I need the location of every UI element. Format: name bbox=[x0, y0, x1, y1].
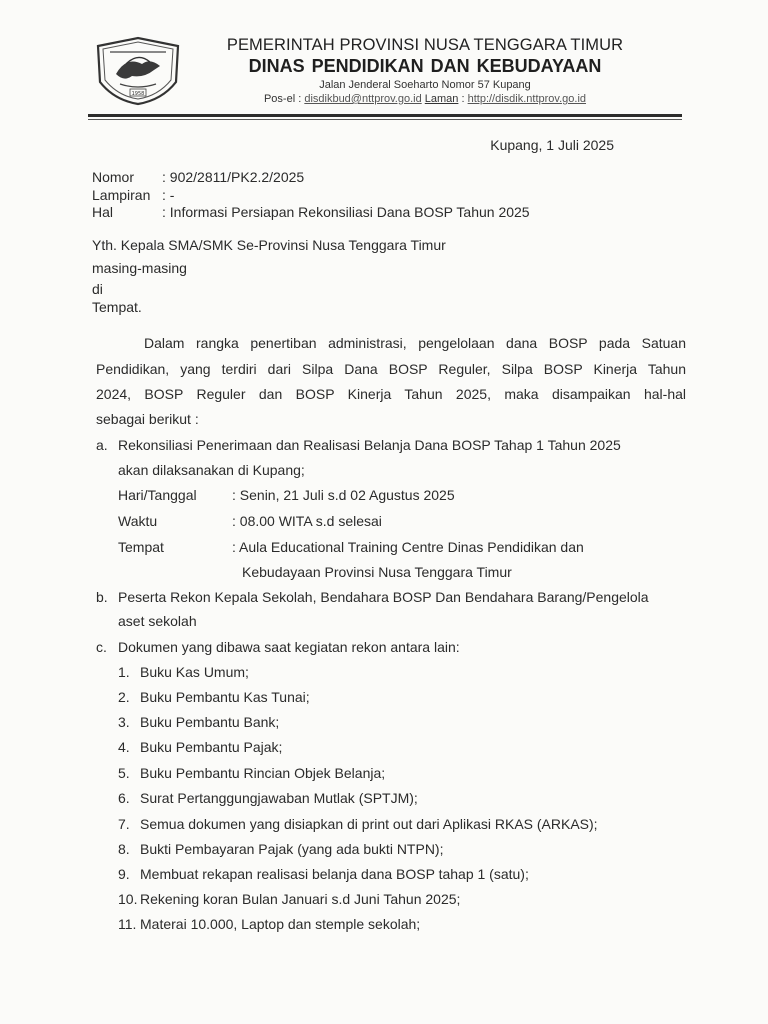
list-item-number: 2. bbox=[118, 689, 130, 705]
list-item-text: Materai 10.000, Laptop dan stemple sekolah; bbox=[140, 916, 421, 932]
intro-line-3: 2024, BOSP Reguler dan BOSP Kinerja Tahun 2025, maka disampaikan hal-hal bbox=[96, 386, 686, 402]
list-item-text: Rekening koran Bulan Januari s.d Juni Tahun 2025; bbox=[140, 891, 461, 907]
item-b-line-1: Peserta Rekon Kepala Sekolah, Bendahara BOSP Dan Bendahara Barang/Pengelola bbox=[118, 589, 649, 605]
item-a-line-1: Rekonsiliasi Penerimaan dan Realisasi Belanja Dana BOSP Tahap 1 Tahun 2025 bbox=[118, 437, 621, 453]
letterhead-government-name: PEMERINTAH PROVINSI NUSA TENGGARA TIMUR bbox=[226, 36, 624, 54]
meta-key-nomor: Nomor bbox=[92, 169, 135, 185]
meta-key-hal: Hal bbox=[92, 204, 114, 220]
email-link[interactable]: disdikbud@nttprov.go.id bbox=[304, 93, 422, 105]
addressee-line-3: di bbox=[92, 281, 103, 297]
detail-value-place: : Aula Educational Training Centre Dinas Pendidikan dan bbox=[232, 539, 584, 555]
detail-value-place-cont: Kebudayaan Provinsi Nusa Tenggara Timur bbox=[242, 564, 512, 580]
detail-key-place: Tempat bbox=[118, 539, 164, 555]
list-item-number: 5. bbox=[118, 765, 130, 781]
addressee-line-4: Tempat. bbox=[92, 299, 142, 315]
item-a-line-2: akan dilaksanakan di Kupang; bbox=[118, 462, 305, 478]
list-item-text: Buku Pembantu Bank; bbox=[140, 714, 280, 730]
meta-value-hal: : Informasi Persiapan Rekonsiliasi Dana BOSP Tahun 2025 bbox=[162, 204, 530, 220]
letterhead-agency-name: DINAS PENDIDIKAN DAN KEBUDAYAAN bbox=[248, 56, 602, 76]
list-item-text: Buku Pembantu Kas Tunai; bbox=[140, 689, 310, 705]
web-link[interactable]: http://disdik.nttprov.go.id bbox=[467, 93, 587, 105]
meta-value-nomor: : 902/2811/PK2.2/2025 bbox=[162, 169, 305, 185]
letterhead-rule-thick bbox=[88, 114, 682, 117]
detail-value-time: : 08.00 WITA s.d selesai bbox=[232, 513, 382, 529]
item-c-line: Dokumen yang dibawa saat kegiatan rekon antara lain: bbox=[118, 639, 460, 655]
addressee-line-2: masing-masing bbox=[92, 260, 187, 276]
email-label: Pos-el : bbox=[263, 93, 302, 105]
letter-date: Kupang, 1 Juli 2025 bbox=[490, 137, 614, 153]
item-b-marker: b. bbox=[96, 589, 108, 605]
list-item-number: 10. bbox=[118, 891, 138, 907]
detail-key-date: Hari/Tanggal bbox=[118, 487, 197, 503]
svg-text:1958: 1958 bbox=[131, 91, 145, 97]
list-item-number: 3. bbox=[118, 714, 130, 730]
list-item-number: 8. bbox=[118, 841, 130, 857]
list-item-number: 4. bbox=[118, 739, 130, 755]
list-item-text: Bukti Pembayaran Pajak (yang ada bukti NTPN); bbox=[140, 841, 444, 857]
letterhead-rule-thin bbox=[88, 119, 682, 120]
list-item-text: Buku Kas Umum; bbox=[140, 664, 249, 680]
list-item-text: Membuat rekapan realisasi belanja dana BOSP tahap 1 (satu); bbox=[140, 866, 529, 882]
detail-value-date: : Senin, 21 Juli s.d 02 Agustus 2025 bbox=[232, 487, 455, 503]
province-emblem-logo bbox=[92, 34, 184, 106]
letterhead-contact bbox=[190, 93, 660, 105]
list-item-number: 7. bbox=[118, 816, 130, 832]
list-item-text: Buku Pembantu Pajak; bbox=[140, 739, 283, 755]
web-separator: : bbox=[461, 93, 465, 105]
letterhead-address: Jalan Jenderal Soeharto Nomor 57 Kupang bbox=[319, 79, 531, 91]
list-item-number: 11. bbox=[118, 916, 137, 932]
item-c-marker: c. bbox=[96, 639, 107, 655]
web-label: Laman bbox=[424, 93, 459, 105]
meta-value-lampiran: : - bbox=[162, 187, 175, 203]
intro-line-4: sebagai berikut : bbox=[96, 411, 199, 427]
intro-line-1: Dalam rangka penertiban administrasi, pengelolaan dana BOSP pada Satuan bbox=[144, 335, 686, 351]
list-item-text: Buku Pembantu Rincian Objek Belanja; bbox=[140, 765, 386, 781]
list-item-text: Semua dokumen yang disiapkan di print out dari Aplikasi RKAS (ARKAS); bbox=[140, 816, 598, 832]
list-item-text: Surat Pertanggungjawaban Mutlak (SPTJM); bbox=[140, 790, 418, 806]
meta-key-lampiran: Lampiran bbox=[92, 187, 151, 203]
list-item-number: 9. bbox=[118, 866, 130, 882]
item-a-marker: a. bbox=[96, 437, 108, 453]
intro-line-2: Pendidikan, yang terdiri dari Silpa Dana BOSP Reguler, Silpa BOSP Kinerja Tahun bbox=[96, 361, 686, 377]
list-item-number: 1. bbox=[118, 664, 130, 680]
item-b-line-2: aset sekolah bbox=[118, 613, 197, 629]
list-item-number: 6. bbox=[118, 790, 130, 806]
addressee-line-1: Yth. Kepala SMA/SMK Se-Provinsi Nusa Tenggara Timur bbox=[92, 237, 446, 253]
detail-key-time: Waktu bbox=[118, 513, 158, 529]
